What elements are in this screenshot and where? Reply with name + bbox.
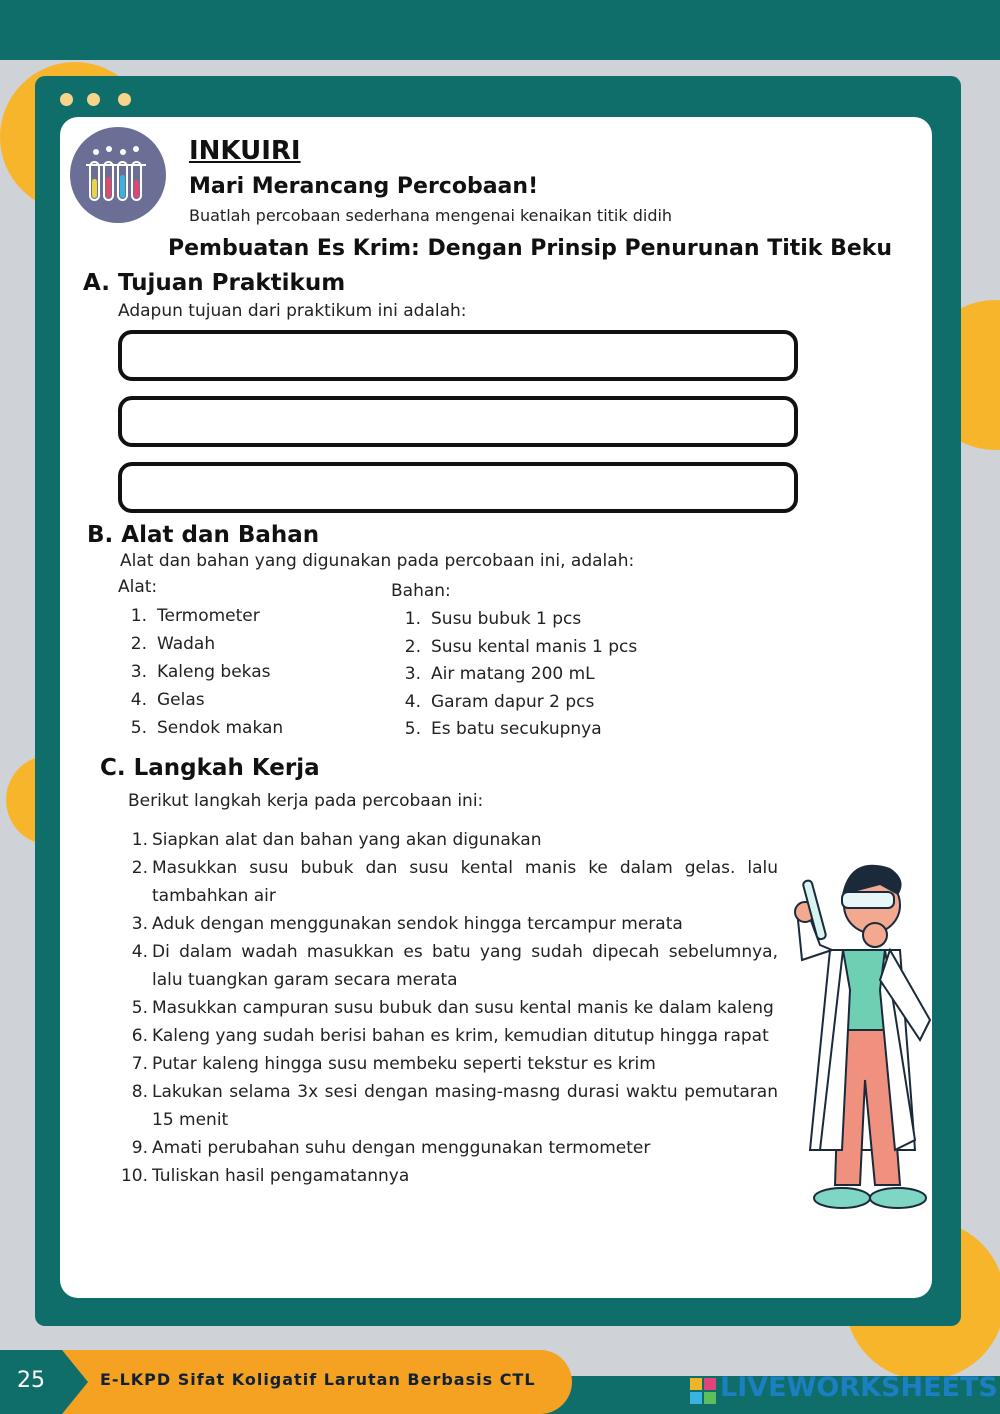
list-item: 5. Es batu secukupnya — [404, 719, 602, 739]
objective-answer-box[interactable] — [118, 330, 798, 381]
step-item: 2. Masukkan susu bubuk dan susu kental manis ke dalam gelas. lalu tambahkan air — [131, 858, 778, 906]
bahan-label: Bahan: — [391, 581, 451, 601]
section-b-heading: B. Alat dan Bahan — [87, 522, 320, 548]
experiment-title: Pembuatan Es Krim: Dengan Prinsip Penurunan Titik Beku — [168, 236, 893, 261]
list-item: 5. Sendok makan — [130, 718, 284, 738]
bahan-list — [404, 606, 638, 744]
list-item: 2. Wadah — [130, 634, 216, 654]
instruction: Buatlah percobaan sederhana mengenai kenaikan titik didih — [189, 206, 673, 225]
step-item: 9. Amati perubahan suhu dengan menggunakan termometer — [131, 1138, 651, 1158]
section-a-intro: Adapun tujuan dari praktikum ini adalah: — [118, 301, 467, 321]
step-item: 10. Tuliskan hasil pengamatannya — [120, 1166, 410, 1186]
list-item: 2. Susu kental manis 1 pcs — [404, 636, 638, 657]
step-item: 7. Putar kaleng hingga susu membeku seperti tekstur es krim — [131, 1054, 656, 1074]
subtitle: Mari Merancang Percobaan! — [189, 174, 539, 199]
test-tubes-icon — [70, 127, 166, 223]
step-item: 5. Masukkan campuran susu bubuk dan susu kental manis ke dalam kaleng — [131, 998, 774, 1018]
liveworksheets-logo-icon — [690, 1378, 716, 1404]
top-band — [0, 0, 1000, 60]
window-dot — [60, 93, 73, 106]
page-number: 25 — [17, 1368, 45, 1393]
section-a-heading: A. Tujuan Praktikum — [83, 270, 346, 296]
objective-answer-box[interactable] — [118, 462, 798, 513]
list-item: 4. Garam dapur 2 pcs — [404, 691, 595, 712]
list-item: 1. Susu bubuk 1 pcs — [404, 609, 582, 629]
footer-title: E-LKPD Sifat Koligatif Larutan Berbasis CTL — [100, 1370, 536, 1389]
liveworksheets-brand[interactable]: LIVEWORKSHEETS — [720, 1372, 998, 1403]
section-label: INKUIRI — [189, 136, 301, 166]
alat-label: Alat: — [118, 577, 158, 597]
step-item: 1. Siapkan alat dan bahan yang akan digunakan — [131, 830, 542, 850]
list-item: 1. Termometer — [130, 606, 260, 626]
window-dot — [87, 93, 100, 106]
section-c-intro: Berikut langkah kerja pada percobaan ini: — [128, 791, 484, 811]
list-item: 4. Gelas — [130, 690, 205, 710]
window-dot — [118, 93, 131, 106]
list-item: 3. Air matang 200 mL — [404, 664, 595, 684]
section-b-intro: Alat dan bahan yang digunakan pada percobaan ini, adalah: — [120, 551, 635, 571]
alat-list — [130, 602, 284, 742]
page-number-arrow — [62, 1350, 88, 1414]
steps-list — [118, 826, 778, 1190]
objective-answer-box[interactable] — [118, 396, 798, 447]
section-c-heading: C. Langkah Kerja — [100, 755, 320, 781]
scientist-illustration — [780, 850, 940, 1220]
step-item: 3. Aduk dengan menggunakan sendok hingga tercampur merata — [131, 914, 683, 934]
step-item: 8. Lakukan selama 3x sesi dengan masing-masng durasi waktu pemutaran 15 menit — [131, 1082, 778, 1130]
step-item: 6. Kaleng yang sudah berisi bahan es krim, kemudian ditutup hingga rapat — [131, 1026, 769, 1046]
step-item: 4. Di dalam wadah masukkan es batu yang sudah dipecah sebelumnya, lalu tuangkan garam secara merata — [131, 942, 778, 990]
list-item: 3. Kaleng bekas — [130, 662, 271, 682]
